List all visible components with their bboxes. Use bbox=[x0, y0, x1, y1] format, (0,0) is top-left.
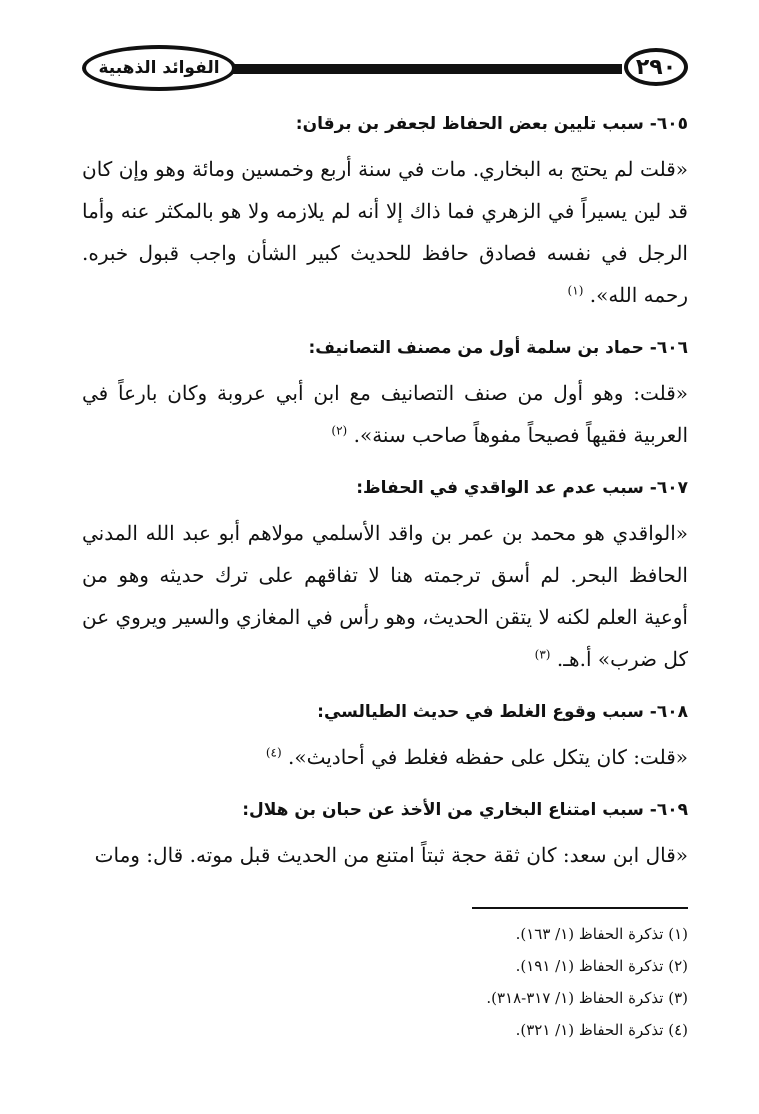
paragraph-text: «الواقدي هو محمد بن عمر بن واقد الأسلمي مولاهم أبو عبد الله المدني الحافظ البحر. لم أسق ترجمته هنا لا تفاقهم على ترك حديثه وهو من أوعية العلم لكنه لا يتقن الحديث، وهو رأس في المغازي والسير ويروي عن كل ضرب» أ.هـ. bbox=[81, 521, 688, 671]
footnote-ref: (٤) bbox=[265, 745, 282, 760]
footnote-item: (٢) تذكرة الحفاظ (١/ ١٩١). bbox=[515, 957, 688, 975]
section-paragraph bbox=[82, 834, 688, 876]
section-paragraph bbox=[82, 372, 688, 456]
section-heading: ٦٠٨- سبب وقوع الغلط في حديث الطيالسي: bbox=[317, 702, 688, 722]
footnote-item: (٤) تذكرة الحفاظ (١/ ٣٢١). bbox=[515, 1021, 688, 1039]
page-content bbox=[82, 110, 688, 894]
section-heading: ٦٠٥- سبب تليين بعض الحفاظ لجعفر بن برقان: bbox=[295, 114, 688, 134]
paragraph-text: «قلت: كان يتكل على حفظه فغلط في أحاديث». bbox=[288, 745, 688, 769]
section-heading: ٦٠٧- سبب عدم عد الواقدي في الحفاظ: bbox=[356, 478, 688, 498]
section-heading: ٦٠٩- سبب امتناع البخاري من الأخذ عن حبان بن هلال: bbox=[242, 800, 688, 820]
footnote-ref: (٢) bbox=[331, 423, 348, 438]
footnote-item: (٣) تذكرة الحفاظ (١/ ٣١٧-٣١٨). bbox=[486, 989, 688, 1007]
footnotes bbox=[358, 918, 688, 1046]
section-heading: ٦٠٦- حماد بن سلمة أول من مصنف التصانيف: bbox=[308, 338, 688, 358]
section-paragraph bbox=[82, 512, 688, 680]
section-paragraph bbox=[82, 736, 688, 778]
book-title: الفوائد الذهبية bbox=[82, 45, 236, 91]
footnote-ref: (١) bbox=[567, 283, 584, 298]
header-rule bbox=[232, 64, 622, 74]
section-paragraph bbox=[82, 148, 688, 316]
page-header bbox=[82, 45, 688, 95]
page-number: ٢٩٠ bbox=[624, 48, 688, 86]
footnote-separator bbox=[472, 907, 688, 909]
footnote-ref: (٣) bbox=[534, 647, 551, 662]
footnote-item: (١) تذكرة الحفاظ (١/ ١٦٣). bbox=[515, 925, 688, 943]
paragraph-text: «قلت: وهو أول من صنف التصانيف مع ابن أبي عروبة وكان بارعاً في العربية فقيهاً فصيحاً مفوهاً صاحب سنة». bbox=[82, 381, 688, 447]
paragraph-text: «قلت لم يحتج به البخاري. مات في سنة أربع وخمسين ومائة وهو وإن كان قد لين يسيراً في الزهري فما ذاك إلا أنه لم يلازمه ولا هو بالمكثر عنه وأما الرجل في نفسه فصادق حافظ للحديث كبير الشأن واجب قبول خبره. رحمه الله». bbox=[82, 157, 688, 307]
paragraph-text: «قال ابن سعد: كان ثقة حجة ثبتاً امتنع من الحديث قبل موته. قال: ومات bbox=[94, 843, 688, 867]
